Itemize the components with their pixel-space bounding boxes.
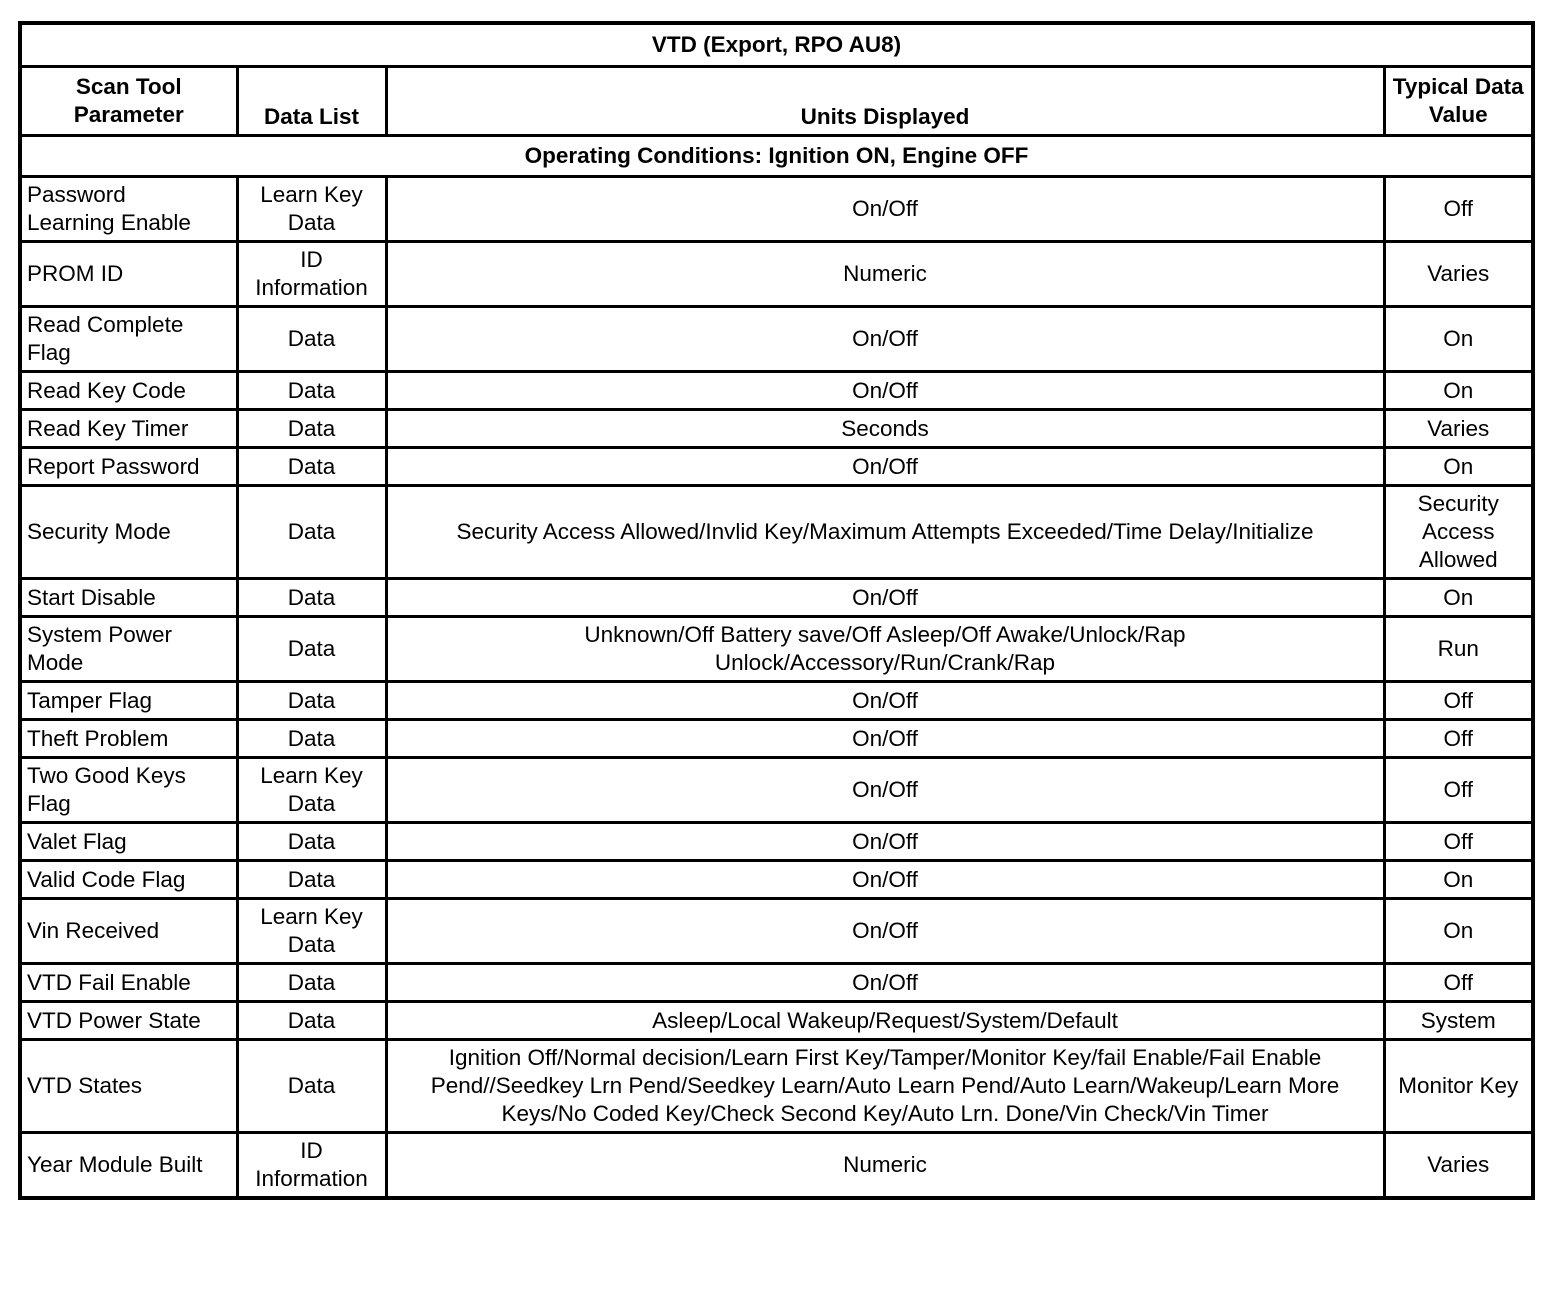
cell-units: Seconds <box>386 410 1384 448</box>
table-row <box>20 758 1533 823</box>
operating-conditions: Operating Conditions: Ignition ON, Engine OFF <box>20 136 1533 177</box>
table-title: VTD (Export, RPO AU8) <box>20 23 1533 67</box>
cell-data-list: Data <box>237 579 386 617</box>
cell-units: On/Off <box>386 899 1384 964</box>
cell-parameter: VTD States <box>20 1040 237 1133</box>
cell-typical: Off <box>1384 964 1533 1002</box>
cell-parameter: Tamper Flag <box>20 682 237 720</box>
cell-data-list: Data <box>237 861 386 899</box>
cell-parameter: Year Module Built <box>20 1133 237 1198</box>
cell-parameter: VTD Power State <box>20 1002 237 1040</box>
cell-typical: Off <box>1384 720 1533 758</box>
cell-parameter: Valet Flag <box>20 823 237 861</box>
header-units: Units Displayed <box>386 67 1384 136</box>
cell-parameter: System Power Mode <box>20 617 237 682</box>
cell-data-list: Data <box>237 486 386 579</box>
cell-typical: On <box>1384 579 1533 617</box>
cell-data-list: ID Information <box>237 1133 386 1198</box>
cell-parameter: Read Key Code <box>20 372 237 410</box>
cell-data-list: Data <box>237 964 386 1002</box>
cell-typical: On <box>1384 448 1533 486</box>
cell-units: On/Off <box>386 861 1384 899</box>
cell-parameter: Read Complete Flag <box>20 307 237 372</box>
cell-data-list: Data <box>237 448 386 486</box>
cell-units: On/Off <box>386 964 1384 1002</box>
cell-data-list: ID Information <box>237 242 386 307</box>
cell-units: On/Off <box>386 579 1384 617</box>
table-row <box>20 579 1533 617</box>
cell-parameter: Password Learning Enable <box>20 177 237 242</box>
cell-data-list: Learn Key Data <box>237 758 386 823</box>
cell-units: Numeric <box>386 1133 1384 1198</box>
cell-typical: Off <box>1384 758 1533 823</box>
table-row <box>20 861 1533 899</box>
cell-units: On/Off <box>386 372 1384 410</box>
cell-typical: On <box>1384 899 1533 964</box>
cell-parameter: Report Password <box>20 448 237 486</box>
cell-typical: Off <box>1384 177 1533 242</box>
cell-typical: Off <box>1384 823 1533 861</box>
cell-typical: Security Access Allowed <box>1384 486 1533 579</box>
table-row <box>20 486 1533 579</box>
table-row <box>20 899 1533 964</box>
cell-typical: Run <box>1384 617 1533 682</box>
cell-typical: Monitor Key <box>1384 1040 1533 1133</box>
table-row <box>20 410 1533 448</box>
table-row <box>20 964 1533 1002</box>
cell-typical: Off <box>1384 682 1533 720</box>
cell-units: On/Off <box>386 307 1384 372</box>
cell-parameter: Read Key Timer <box>20 410 237 448</box>
vtd-data-table <box>18 21 1535 1200</box>
table-row <box>20 1002 1533 1040</box>
cell-units: Asleep/Local Wakeup/Request/System/Default <box>386 1002 1384 1040</box>
cell-data-list: Data <box>237 1040 386 1133</box>
cell-typical: Varies <box>1384 242 1533 307</box>
cell-typical: System <box>1384 1002 1533 1040</box>
cell-typical: Varies <box>1384 410 1533 448</box>
cell-units: On/Off <box>386 682 1384 720</box>
cell-typical: On <box>1384 307 1533 372</box>
cell-parameter: Start Disable <box>20 579 237 617</box>
header-typical: Typical Data Value <box>1384 67 1533 136</box>
cell-typical: On <box>1384 372 1533 410</box>
cell-parameter: Two Good Keys Flag <box>20 758 237 823</box>
cell-data-list: Data <box>237 617 386 682</box>
cell-parameter: Theft Problem <box>20 720 237 758</box>
cell-data-list: Learn Key Data <box>237 177 386 242</box>
cell-data-list: Data <box>237 410 386 448</box>
table-row <box>20 682 1533 720</box>
cell-units: Ignition Off/Normal decision/Learn First Key/Tamper/Monitor Key/fail Enable/Fail Enable Pend//Seedkey Lrn Pend/Seedkey Learn/Auto Learn Pend/Auto Learn/Wakeup/Learn More Keys/No Coded Key/Check Second Key/Auto Lrn. Done/Vin Check/Vin Timer <box>386 1040 1384 1133</box>
table-row <box>20 372 1533 410</box>
cell-units: On/Off <box>386 823 1384 861</box>
cell-units: On/Off <box>386 177 1384 242</box>
table-row <box>20 823 1533 861</box>
cell-data-list: Data <box>237 720 386 758</box>
cell-data-list: Data <box>237 307 386 372</box>
cell-typical: On <box>1384 861 1533 899</box>
cell-units: On/Off <box>386 758 1384 823</box>
cell-units: Numeric <box>386 242 1384 307</box>
cell-data-list: Learn Key Data <box>237 899 386 964</box>
table-row <box>20 307 1533 372</box>
table-row <box>20 1133 1533 1198</box>
table-row <box>20 177 1533 242</box>
cell-typical: Varies <box>1384 1133 1533 1198</box>
cell-parameter: VTD Fail Enable <box>20 964 237 1002</box>
table-row <box>20 242 1533 307</box>
cell-units: On/Off <box>386 448 1384 486</box>
cell-parameter: Vin Received <box>20 899 237 964</box>
cell-parameter: Security Mode <box>20 486 237 579</box>
table-row <box>20 617 1533 682</box>
cell-data-list: Data <box>237 682 386 720</box>
cell-parameter: Valid Code Flag <box>20 861 237 899</box>
cell-data-list: Data <box>237 1002 386 1040</box>
cell-data-list: Data <box>237 372 386 410</box>
header-parameter: Scan Tool Parameter <box>20 67 237 136</box>
cell-data-list: Data <box>237 823 386 861</box>
cell-parameter: PROM ID <box>20 242 237 307</box>
cell-units: Security Access Allowed/Invlid Key/Maximum Attempts Exceeded/Time Delay/Initialize <box>386 486 1384 579</box>
header-data-list: Data List <box>237 67 386 136</box>
cell-units: On/Off <box>386 720 1384 758</box>
table-row <box>20 448 1533 486</box>
table-row <box>20 1040 1533 1133</box>
table-row <box>20 720 1533 758</box>
cell-units: Unknown/Off Battery save/Off Asleep/Off Awake/Unlock/Rap Unlock/Accessory/Run/Crank/Rap <box>386 617 1384 682</box>
